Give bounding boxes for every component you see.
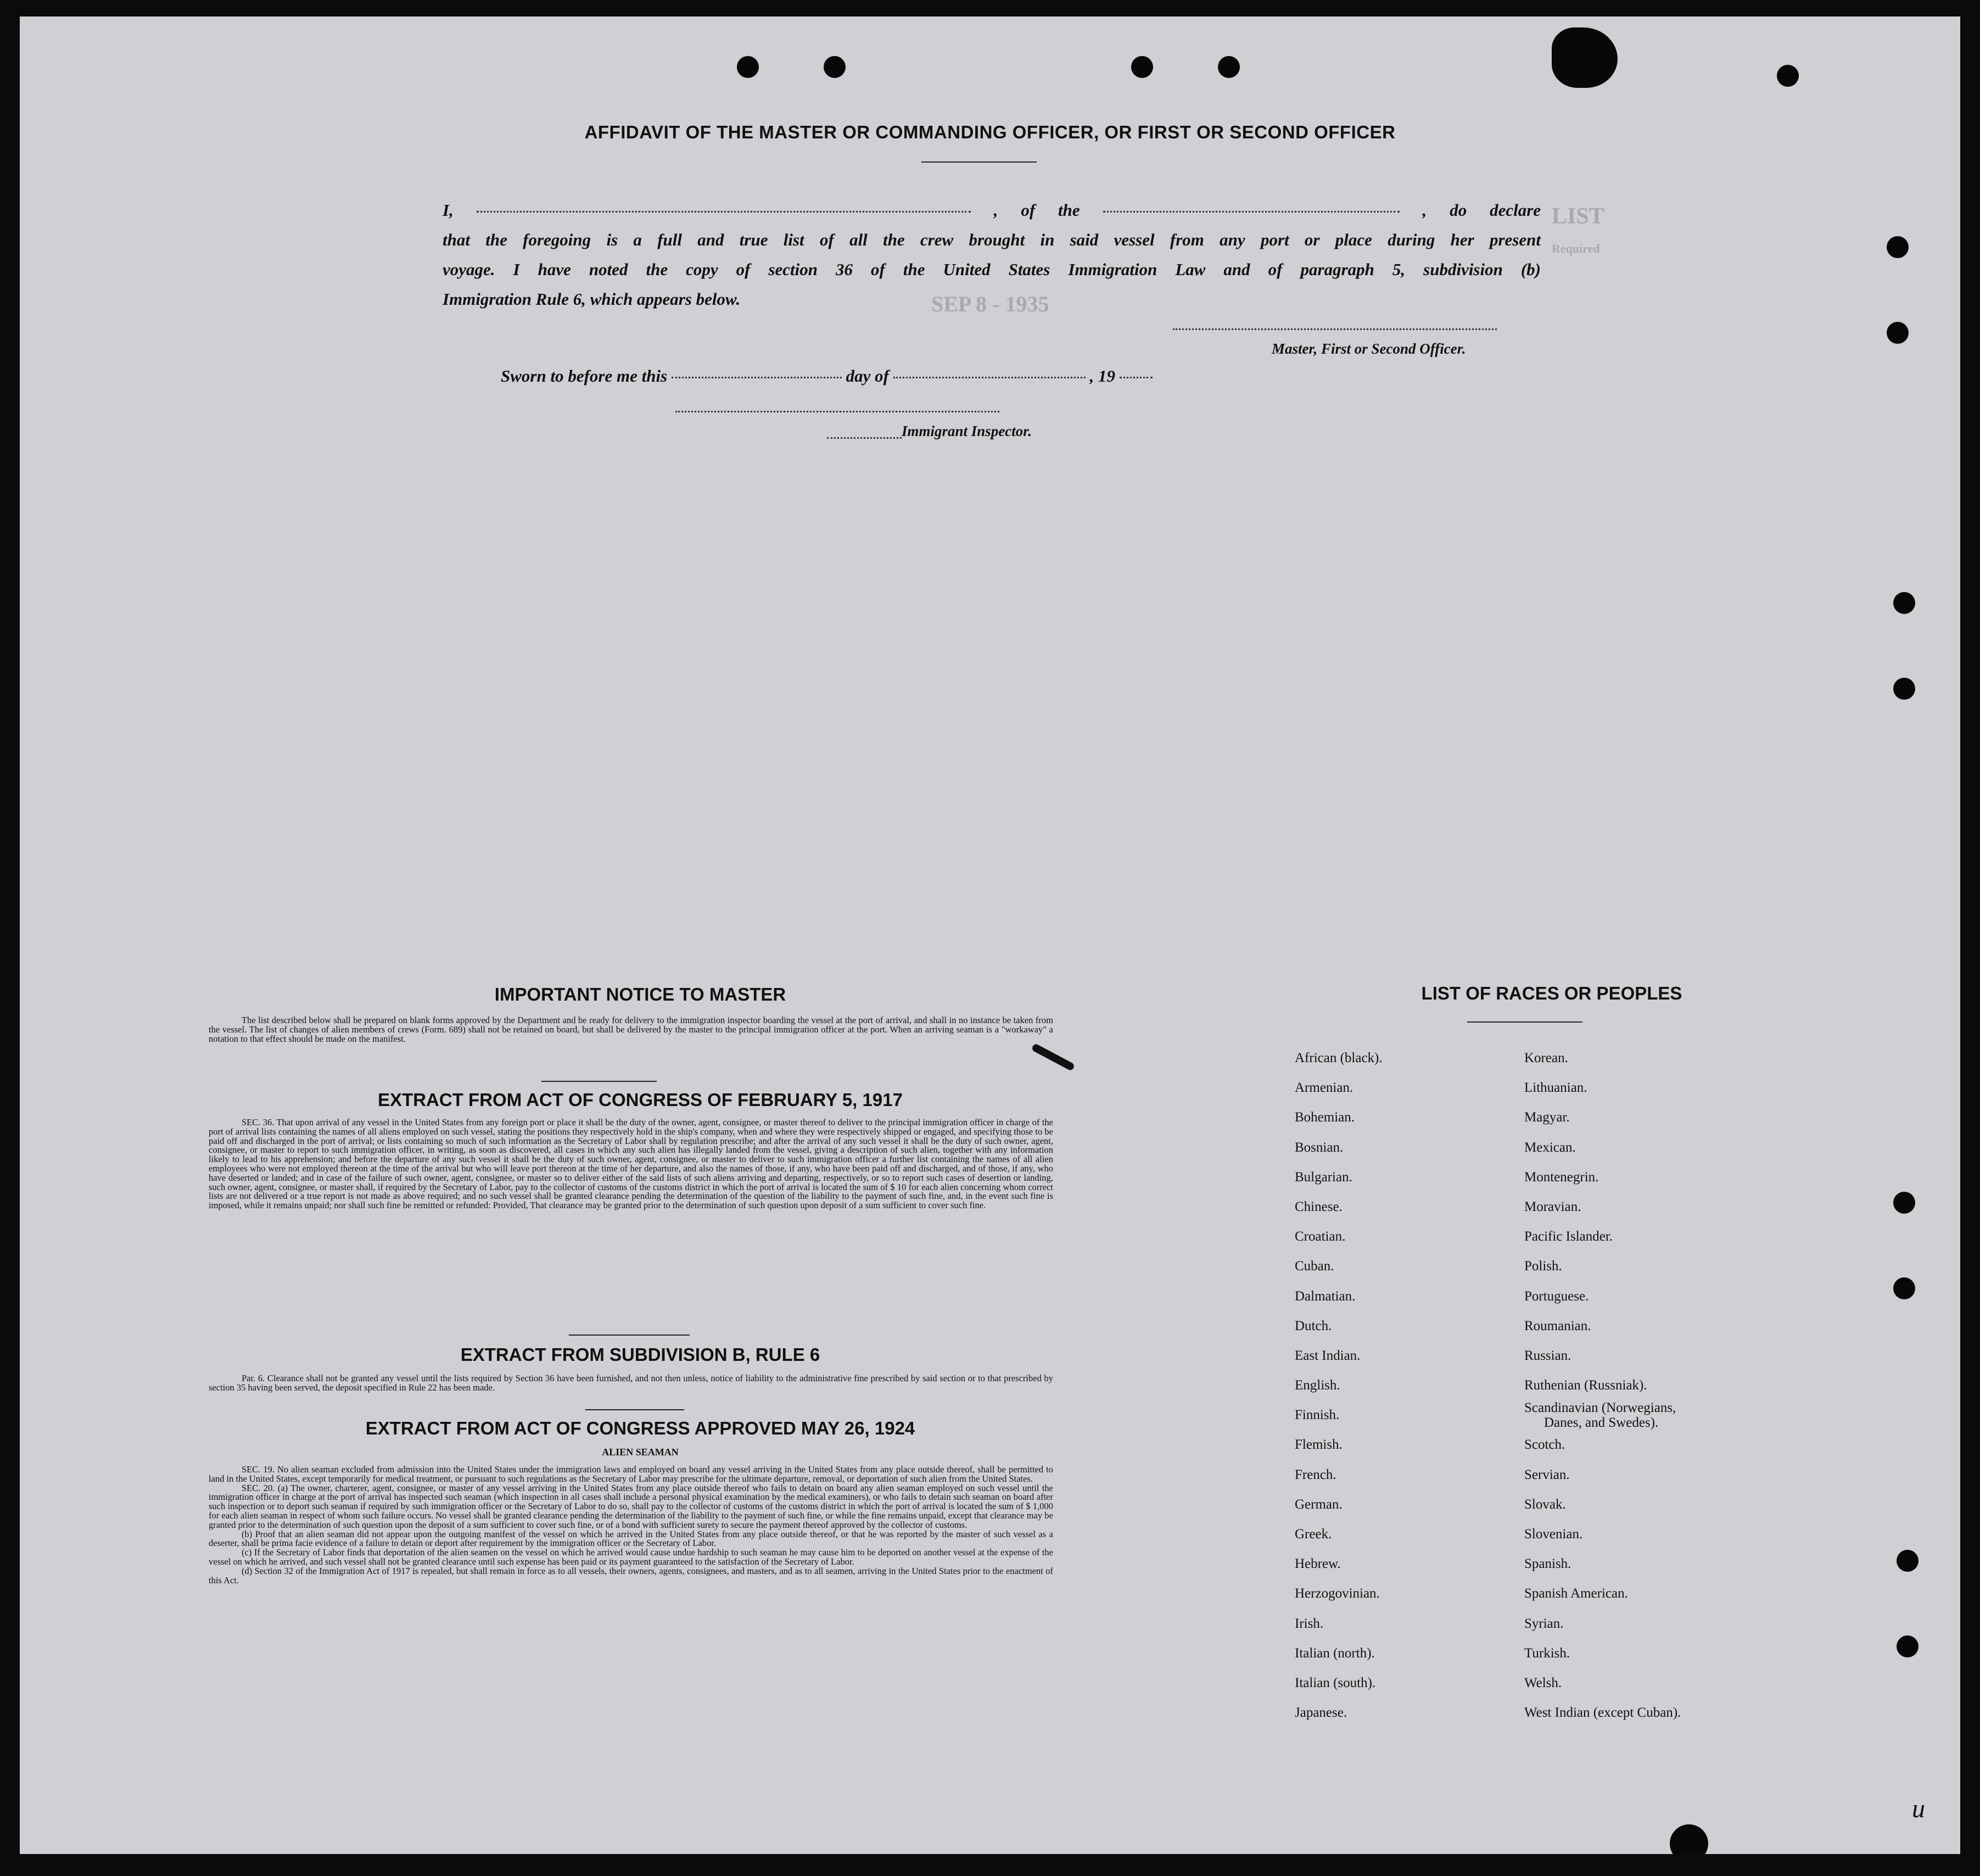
race-item: Bohemian. bbox=[1295, 1110, 1355, 1125]
race-item: Polish. bbox=[1524, 1259, 1562, 1274]
punch-hole bbox=[1897, 1550, 1919, 1572]
extract-1924-subtitle: ALIEN SEAMAN bbox=[602, 1447, 679, 1458]
extract-1924-title: EXTRACT FROM ACT OF CONGRESS APPROVED MAY 26, 1924 bbox=[365, 1418, 915, 1438]
race-item: Cuban. bbox=[1295, 1259, 1334, 1274]
race-item: Scandinavian (Norwegians, Danes, and Swedes). bbox=[1524, 1400, 1676, 1431]
declaration-line-3: voyage. I have noted the copy of section 36 of the United States Immigration Law and of paragraph 5, subdivision (b) bbox=[443, 260, 1541, 279]
race-item: German. bbox=[1295, 1497, 1343, 1512]
race-item: Syrian. bbox=[1524, 1616, 1564, 1631]
race-item: Korean. bbox=[1524, 1051, 1568, 1065]
punch-hole bbox=[1897, 1635, 1919, 1657]
race-item: Russian. bbox=[1524, 1348, 1571, 1363]
master-label: Master, First or Second Officer. bbox=[1272, 340, 1466, 357]
race-item: Dutch. bbox=[1295, 1318, 1332, 1333]
affidavit-title: AFFIDAVIT OF THE MASTER OR COMMANDING OFFICER, OR FIRST OR SECOND OFFICER bbox=[584, 122, 1396, 142]
race-item: West Indian (except Cuban). bbox=[1524, 1705, 1681, 1721]
punch-hole bbox=[1893, 592, 1915, 614]
declaration-of-the: , of the bbox=[993, 200, 1080, 220]
punch-hole bbox=[1218, 56, 1240, 78]
notice-text: The list described below shall be prepared on blank forms approved by the Department and be ready for delivery to the immigration inspector boarding the vessel at the port of arrival, and shall in no instance be taken from the vessel. The list of changes of alien members of crews (Form. 689) shall not be retained on board, but shall be delivered by the master to the principal immigration officer at the port. When an arriving seaman is a "workaway" a notation to that effect should be made on the manifest. bbox=[209, 1015, 1053, 1044]
punch-hole bbox=[1777, 65, 1799, 87]
race-item: Croatian. bbox=[1295, 1229, 1346, 1244]
race-item: Herzogovinian. bbox=[1295, 1586, 1380, 1601]
inspector-label: Immigrant Inspector. bbox=[902, 423, 1032, 439]
race-item: Welsh. bbox=[1524, 1675, 1562, 1690]
race-item: Mexican. bbox=[1524, 1140, 1576, 1155]
document-page: LIST Required SEP 8 - 1935 AFFIDAVIT OF THE MASTER OR COMMANDING OFFICER, OR FIRST OR SECOND OFFICER I, , of the , do declare that the foregoing is a full and true list of all the crew brought in said vessel from any port or place during her present voyage. I have noted the copy of section 36 of the United States Immigration Law and of paragraph 5, subdivision (b) Immigration Rule 6, which appears below. Master, First or Second Officer. Sworn to before me this day of , 19 Immigrant Inspector. IMPORTANT NOTICE TO MASTER The list described below shall be prepared on blank forms approved by the Department and be ready for delivery to the immigration inspector boarding the vessel at the port of arrival, and shall in no instance be taken from the vessel. The list of changes of alien members of crews (Form. 689) shall not be retained on board, but shall be delivered by the master to the principal immigration officer at the port. When an arriving seaman is a "workaway" a notation to that effect should be made on the manifest. EXTRACT FROM ACT OF CONGRESS OF FEBRUARY 5, 1917 SEC. 36. That upon arrival of any vessel in the United States from any foreign port or place it shall be the duty of the owner, agent, consignee, or master thereof to deliver to the principal immigration officer in charge of the port of arrival lists containing the names of all aliens employed on such vessel, stating the positions they respectively hold in the ship's company, when and where they were respectively shipped or engaged, and specifying those to be paid off and discharged in the port of arrival; or lists containing so much of such information as the Secretary of Labor shall by regulation prescribe; and after the arrival of any such vessel it shall be the duty of such owner, agent, consignee, or master to report to such immigration officer, in writing, as soon as discovered, all cases in which any such alien has illegally landed from the vessel, giving a description of such alien, together with any information likely to lead to his apprehension; and before the departure of any such vessel it shall be the duty of such owner, agent, consignee, or master to deliver to such immigration officer a further list containing the names of all alien employees who were not employed thereon at the time of the arrival but who will leave port thereon at the time of her departure, and also the names of those, if any, who have been paid off and discharged, and of those, if any, who have deserted or landed; and in case of the failure of such owner, agent, consignee, or master so to deliver either of the said lists of such aliens arriving and departing, respectively, or so to report such cases of desertion or landing, such owner, agent, consignee, or master shall, if required by the Secretary of Labor, pay to the collector of customs of the customs district in which the port of arrival is located the sum of $ 10 for each alien concerning whom correct lists are not delivered or a true report is not made as above required; and no such vessel shall be granted clearance pending the determination of the question of the liability to the payment of such fine, and, in the event such fine is imposed, while it remains unpaid; nor shall such fine be remitted or refunded: Provided, That clearance may be granted prior to the determination of such question upon deposit of a sum sufficient to cover such fine. EXTRACT FROM SUBDIVISION B, RULE 6 Par. 6. Clearance shall not be granted any vessel until the lists required by Section 36 have been furnished, and not then unless, notice of liability to the administrative fine prescribed by said section or to that prescribed by section 35 having been served, the deposit specified in Rule 22 has been made. EXTRACT FROM ACT OF CONGRESS APPROVED MAY 26, 1924 ALIEN SEAMAN SEC. 19. No alien seaman excluded from admission into the United States under the immigration laws and employed on board any vessel arriving in the United States from any place outside thereof, shall be permitted to land in the United States, except temporarily for medical treatment, or pursuant to such regulations as the Secretary of Labor may prescribe for the ultimate departure, removal, or deportation of such alien from the United States. SEC. 20. (a) The owner, charterer, agent, consignee, or master of any vessel arriving in the United States from any place outside thereof who fails to detain on board any alien seaman employed on such vessel until the immigration officer in charge at the port of arrival has inspected such seaman (which inspection in all cases shall include a personal physical examination by the medical examiners), or who fails to detain such seaman on board after such inspection or to deport such seaman if required by such immigration officer or the Secretary of Labor to do so, shall pay to the collector of customs of the customs district in which the port of arrival is located the sum of $ 1,000 for each alien seaman in respect of whom such failure occurs. No vessel shall be granted clearance pending the determination of the liability to the payment of such fine, or while the fine remains unpaid, except that clearance may be granted prior to the determination of such question upon the deposit of a sum sufficient to cover such fine, or of a bond with sufficient surety to secure the payment thereof approved by the collector of customs. (b) Proof that an alien seaman did not appear upon the outgoing manifest of the vessel on which he arrived in the United States from any place outside thereof, or that he was reported by the master of such vessel as a deserter, shall be prima facie evidence of a failure to detain or deport after requirement by the immigration officer or the Secretary of Labor. (c) If the Secretary of Labor finds that deportation of the alien seamen on the vessel on which he arrived would cause undue hardship to such seaman he may cause him to be deported on another vessel at the expense of the vessel on which he arrived, and such vessel shall not be granted clearance until such expense has been paid or its payment guaranteed to the satisfaction of the Secretary of Labor. (d) Section 32 of the Immigration Act of 1917 is repealed, but shall remain in force as to all vessels, their owners, agents, consignees, and masters, and as to all seamen, arriving in the United States prior to the enactment of this Act. LIST OF RACES OR PEOPLES African (black). Armenian. Bohemian. Bosnian. Bulgarian. Chinese. Croatian. Cuban. Dalmatian. Dutch. East Indian. English. Finnish. Flemish. French. German. Greek. Hebrew. Herzogovinian. Irish. Italian (north). Italian (south). Japanese. Korean. Lithuanian. Magyar. Mexican. Montenegrin. Moravian. Pacific Islander. Polish. Portuguese. Roumanian. Russian. Ruthenian (Russniak). Scandinavian (Norwegians, Danes, and Swedes). Scotch. Servian. Slovak. Slovenian. Spanish. Spanish American. Syrian. Turkish. Welsh. West Indian (except Cuban). u bbox=[20, 16, 1960, 1854]
races-title: LIST OF RACES OR PEOPLES bbox=[1421, 983, 1682, 1003]
race-item: East Indian. bbox=[1295, 1348, 1361, 1363]
punch-hole bbox=[1887, 236, 1909, 258]
sworn-year: , 19 bbox=[1089, 366, 1115, 386]
declaration-line-4: Immigration Rule 6, which appears below. bbox=[443, 289, 741, 309]
punch-hole bbox=[1893, 1277, 1915, 1299]
subdivision-b-text: Par. 6. Clearance shall not be granted any vessel until the lists required by Section 36 have been furnished, and not then unless, notice of liability to the administrative fine prescribed by said section or to that prescribed by section 35 having been served, the deposit specified in Rule 22 has been made. bbox=[209, 1373, 1053, 1393]
race-item: English. bbox=[1295, 1378, 1340, 1393]
master-signature-line bbox=[1173, 328, 1497, 330]
race-item: Japanese. bbox=[1295, 1705, 1347, 1721]
race-item: Ruthenian (Russniak). bbox=[1524, 1378, 1647, 1393]
inspector-signature-line bbox=[675, 411, 999, 412]
race-item: Bulgarian. bbox=[1295, 1169, 1352, 1185]
race-item: Italian (north). bbox=[1295, 1645, 1375, 1661]
margin-mark: u bbox=[1912, 1794, 1925, 1823]
torn-edge bbox=[1670, 1824, 1708, 1854]
race-item: French. bbox=[1295, 1467, 1336, 1482]
declaration-do-declare: , do declare bbox=[1422, 200, 1541, 220]
race-item: Armenian. bbox=[1295, 1080, 1353, 1096]
race-item: Magyar. bbox=[1524, 1110, 1570, 1125]
race-item: Irish. bbox=[1295, 1616, 1324, 1631]
race-item: Finnish. bbox=[1295, 1408, 1340, 1423]
race-item: Servian. bbox=[1524, 1467, 1570, 1482]
race-item: African (black). bbox=[1295, 1051, 1383, 1065]
torn-corner bbox=[1552, 27, 1618, 88]
race-item: Portuguese. bbox=[1524, 1288, 1589, 1304]
race-item: Spanish American. bbox=[1524, 1586, 1628, 1601]
punch-hole bbox=[1887, 322, 1909, 344]
notice-title: IMPORTANT NOTICE TO MASTER bbox=[494, 984, 786, 1004]
punch-hole bbox=[1131, 56, 1153, 78]
races-left-column bbox=[1295, 1043, 1383, 1728]
punch-hole bbox=[1893, 678, 1915, 700]
race-item: Hebrew. bbox=[1295, 1556, 1341, 1572]
race-item-continuation: Danes, and Swedes). bbox=[1544, 1415, 1659, 1431]
punch-hole bbox=[1893, 1192, 1915, 1214]
race-item: Moravian. bbox=[1524, 1199, 1581, 1214]
race-item: Lithuanian. bbox=[1524, 1080, 1587, 1096]
race-item: Greek. bbox=[1295, 1527, 1332, 1542]
race-item: Slovenian. bbox=[1524, 1527, 1583, 1542]
subdivision-b-title: EXTRACT FROM SUBDIVISION B, RULE 6 bbox=[460, 1344, 820, 1365]
race-item: Dalmatian. bbox=[1295, 1288, 1356, 1304]
race-item: Scotch. bbox=[1524, 1437, 1565, 1453]
punch-hole bbox=[824, 56, 846, 78]
sworn-day-of: day of bbox=[846, 366, 889, 386]
extract-1917-title: EXTRACT FROM ACT OF CONGRESS OF FEBRUARY 5, 1917 bbox=[378, 1090, 903, 1110]
extract-1924-text: SEC. 19. No alien seaman excluded from admission into the United States under the immigration laws and employed on board any vessel arriving in the United States from any place outside thereof, shall be permitted to land in the United States, except temporarily for medical treatment, or pursuant to such regulations as the Secretary of Labor may prescribe for the ultimate departure, removal, or deportation of such alien from the United States. SEC. 20. (a) The owner, charterer, agent, consignee, or master of any vessel arriving in the United States from any place outside thereof who fails to detain on board any alien seaman employed on such vessel until the immigration officer in charge at the port of arrival has inspected such seaman (which inspection in all cases shall include a personal physical examination by the medical examiners), or who fails to detain such seaman on board after such inspection or to deport such seaman if required by such immigration officer or the Secretary of Labor to do so, shall pay to the collector of customs of the customs district in which the port of arrival is located the sum of $ 1,000 for each alien seaman in respect of whom such failure occurs. No vessel shall be granted clearance pending the determination of the liability to the payment of such fine, or while the fine remains unpaid, except that clearance may be granted prior to the determination of such question upon the deposit of a sum sufficient to cover such fine, or of a bond with sufficient surety to secure the payment thereof approved by the collector of customs. (b) Proof that an alien seaman did not appear upon the outgoing manifest of the vessel on which he arrived in the United States from any place outside thereof, or that he was reported by the master of such vessel as a deserter, shall be prima facie evidence of a failure to detain or deport after requirement by the immigration officer or the Secretary of Labor. (c) If the Secretary of Labor finds that deportation of the alien seamen on the vessel on which he arrived would cause undue hardship to such seaman he may cause him to be deported on another vessel at the expense of the vessel on which he arrived, and such vessel shall not be granted clearance until such expense has been paid or its payment guaranteed to the satisfaction of the Secretary of Labor. (d) Section 32 of the Immigration Act of 1917 is repealed, but shall remain in force as to all vessels, their owners, agents, consignees, and masters, and as to all seamen, arriving in the United States prior to the enactment of this Act. bbox=[209, 1464, 1053, 1585]
race-item: Slovak. bbox=[1524, 1497, 1566, 1512]
race-item: Flemish. bbox=[1295, 1437, 1343, 1453]
race-item: Bosnian. bbox=[1295, 1140, 1344, 1155]
races-right-column bbox=[1524, 1043, 1681, 1728]
race-item: Roumanian. bbox=[1524, 1318, 1591, 1333]
extract-1917-text: SEC. 36. That upon arrival of any vessel in the United States from any foreign port or place it shall be the duty of the owner, agent, consignee, or master thereof to deliver to the principal immigration officer in charge of the port of arrival lists containing the names of all aliens employed on such vessel, stating the positions they respectively hold in the ship's company, when and where they were respectively shipped or engaged, and specifying those to be paid off and discharged in the port of arrival; or lists containing so much of such information as the Secretary of Labor shall by regulation prescribe; and after the arrival of any such vessel it shall be the duty of such owner, agent, consignee, or master to report to such immigration officer, in writing, as soon as discovered, all cases in which any such alien has illegally landed from the vessel, giving a description of such alien, together with any information likely to lead to his apprehension; and before the departure of any such vessel it shall be the duty of such owner, agent, consignee, or master to deliver to such immigration officer a further list containing the names of all alien employees who were not employed thereon at the time of the arrival but who will leave port thereon at the time of her departure, and also the names of those, if any, who have been paid off and discharged, and of those, if any, who have deserted or landed; and in case of the failure of such owner, agent, consignee, or master so to deliver either of the said lists of such aliens arriving and departing, respectively, or so to report such cases of desertion or landing, such owner, agent, consignee, or master shall, if required by the Secretary of Labor, pay to the collector of customs of the customs district in which the port of arrival is located the sum of $ 10 for each alien concerning whom correct lists are not delivered or a true report is not made as above required; and no such vessel shall be granted clearance pending the determination of the question of the liability to the payment of such fine, and, in the event such fine is imposed, while it remains unpaid; nor shall such fine be remitted or refunded: Provided, That clearance may be granted prior to the determination of such question upon deposit of a sum sufficient to cover such fine. bbox=[209, 1117, 1053, 1211]
declaration-line-2: that the foregoing is a full and true list of all the crew brought in said vessel from any port or place during her present bbox=[443, 230, 1541, 249]
race-item: Pacific Islander. bbox=[1524, 1229, 1613, 1244]
ink-stroke bbox=[1031, 1043, 1076, 1071]
race-item: Montenegrin. bbox=[1524, 1169, 1599, 1185]
race-item: Turkish. bbox=[1524, 1645, 1570, 1661]
race-item: Spanish. bbox=[1524, 1556, 1571, 1572]
punch-hole bbox=[737, 56, 759, 78]
declaration-i: I, bbox=[443, 200, 454, 220]
race-item: Chinese. bbox=[1295, 1199, 1343, 1214]
race-item: Italian (south). bbox=[1295, 1675, 1376, 1690]
sworn-prefix: Sworn to before me this bbox=[501, 366, 668, 386]
